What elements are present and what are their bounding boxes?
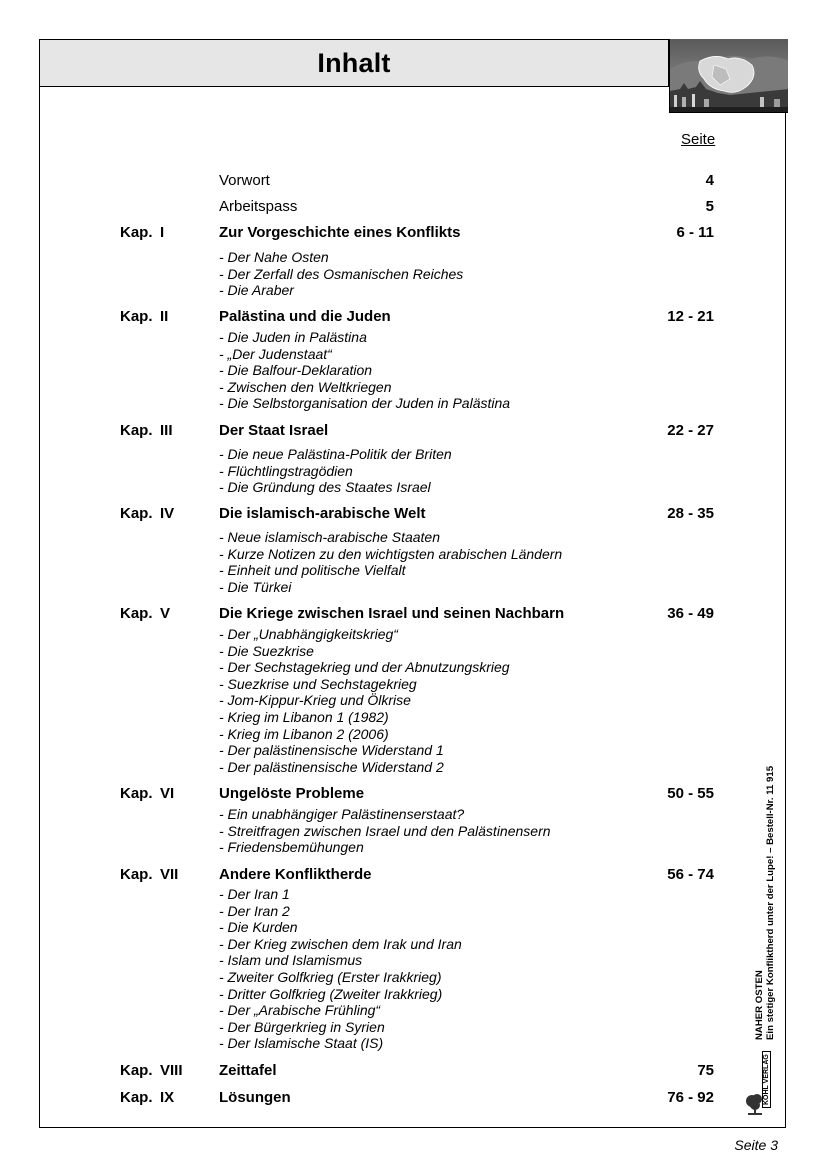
subtopic: - Krieg im Libanon 1 (1982)	[219, 708, 389, 725]
toc-chapter-row	[0, 785, 827, 805]
chapter-number: IV	[160, 505, 175, 522]
entry-title: Arbeitspass	[219, 198, 298, 215]
page-number-footer: Seite 3	[734, 1137, 778, 1153]
chapter-pages: 56 - 74	[667, 866, 714, 883]
toc-chapter-row	[0, 422, 827, 442]
subtopic: - Kurze Notizen zu den wichtigsten arabischen Ländern	[219, 545, 563, 562]
chapter-subtopics	[219, 529, 562, 595]
chapter-subtopics	[219, 886, 462, 1052]
chapter-prefix: Kap.	[120, 605, 153, 622]
subtopic: - Der Iran 2	[219, 902, 290, 919]
chapter-prefix: Kap.	[120, 224, 153, 241]
subtopic: - Der „Arabische Frühling“	[219, 1002, 381, 1019]
subtopic: - Islam und Islamismus	[219, 952, 363, 969]
subtopic: - Die Suezkrise	[219, 642, 314, 659]
toc-chapter-row	[0, 308, 827, 328]
toc-chapter-row	[0, 1089, 827, 1109]
entry-pages: 5	[705, 198, 714, 215]
subtopic: - Flüchtlingstragödien	[219, 462, 353, 479]
side-subtitle-order-number: Ein stetiger Konfliktherd unter der Lupe! – Bestell-Nr. 11 915	[765, 765, 776, 1040]
subtopic: - Die Araber	[219, 282, 294, 299]
chapter-number: V	[160, 605, 171, 622]
entry-title: Vorwort	[219, 172, 270, 189]
subtopic: - Der Iran 1	[219, 886, 290, 902]
subtopic: - Krieg im Libanon 2 (2006)	[219, 725, 389, 742]
chapter-subtopics	[219, 446, 452, 496]
chapter-number: VI	[160, 785, 175, 802]
page-title: Inhalt	[317, 47, 391, 78]
chapter-subtopics	[219, 329, 510, 412]
map-thumbnail-image	[670, 39, 788, 113]
chapter-subtopics	[219, 626, 510, 775]
subtopic: - Jom-Kippur-Krieg und Ölkrise	[219, 692, 411, 709]
chapter-title: Palästina und die Juden	[219, 308, 391, 325]
chapter-number: IX	[160, 1089, 175, 1106]
subtopic: - Zwischen den Weltkriegen	[219, 378, 392, 395]
chapter-prefix: Kap.	[120, 1089, 153, 1106]
chapter-title: Andere Konfliktherde	[219, 866, 372, 883]
chapter-title: Lösungen	[219, 1089, 291, 1106]
chapter-title: Ungelöste Probleme	[219, 785, 365, 802]
chapter-title: Die Kriege zwischen Israel und seinen Nachbarn	[219, 605, 565, 622]
toc-chapter-row	[0, 1062, 827, 1082]
publisher-logo-text: KOHL VERLAG	[762, 1051, 771, 1108]
subtopic: - Einheit und politische Vielfalt	[219, 562, 406, 579]
chapter-prefix: Kap.	[120, 308, 153, 325]
subtopic: - Zweiter Golfkrieg (Erster Irakkrieg)	[219, 968, 442, 985]
chapter-title: Zeittafel	[219, 1062, 277, 1079]
chapter-pages: 50 - 55	[667, 785, 714, 802]
toc-chapter-row	[0, 605, 827, 625]
subtopic: - Friedensbemühungen	[219, 839, 364, 856]
chapter-title: Der Staat Israel	[219, 422, 329, 439]
subtopic: - Der Zerfall des Osmanischen Reiches	[219, 265, 464, 282]
chapter-pages: 36 - 49	[667, 605, 714, 622]
chapter-prefix: Kap.	[120, 866, 153, 883]
subtopic: - Der palästinensische Widerstand 1	[219, 742, 444, 759]
subtopic: - Der palästinensische Widerstand 2	[219, 758, 444, 775]
chapter-pages: 76 - 92	[667, 1089, 714, 1106]
chapter-prefix: Kap.	[120, 1062, 153, 1079]
chapter-prefix: Kap.	[120, 785, 153, 802]
side-book-info	[754, 766, 776, 1040]
publisher-tree-icon	[744, 1092, 766, 1116]
chapter-number: II	[160, 308, 169, 325]
chapter-pages: 75	[697, 1062, 714, 1079]
chapter-pages: 28 - 35	[667, 505, 714, 522]
subtopic: - Die Selbstorganisation der Juden in Palästina	[219, 395, 511, 412]
subtopic: - Die Balfour-Deklaration	[219, 362, 373, 379]
subtopic: - Der Islamische Staat (IS)	[219, 1035, 384, 1052]
subtopic: - Die Türkei	[219, 578, 292, 595]
subtopic: - Die Gründung des Staates Israel	[219, 479, 431, 496]
header-bar	[40, 40, 669, 87]
chapter-number: VII	[160, 866, 179, 883]
chapter-prefix: Kap.	[120, 505, 153, 522]
subtopic: - Dritter Golfkrieg (Zweiter Irakkrieg)	[219, 985, 443, 1002]
toc-entry-front	[0, 172, 827, 192]
chapter-title: Zur Vorgeschichte eines Konflikts	[219, 224, 461, 241]
chapter-pages: 12 - 21	[667, 308, 714, 325]
subtopic: - Die Juden in Palästina	[219, 329, 367, 345]
toc-entry-front	[0, 198, 827, 218]
subtopic: - Der Nahe Osten	[219, 249, 329, 265]
subtopic: - Der Sechstagekrieg und der Abnutzungskrieg	[219, 659, 510, 676]
subtopic: - Die Kurden	[219, 919, 298, 936]
subtopic: - Der „Unabhängigkeitskrieg“	[219, 626, 398, 642]
subtopic: - Die neue Palästina-Politik der Briten	[219, 446, 452, 462]
toc-chapter-row	[0, 224, 827, 244]
chapter-subtopics	[219, 249, 463, 299]
chapter-pages: 22 - 27	[667, 422, 714, 439]
chapter-number: III	[160, 422, 173, 439]
cover-thumbnail	[669, 39, 788, 113]
page-column-label: Seite	[681, 131, 716, 148]
chapter-number: I	[160, 224, 165, 241]
chapter-subtopics	[219, 806, 551, 856]
toc-chapter-row	[0, 866, 827, 886]
subtopic: - Der Bürgerkrieg in Syrien	[219, 1018, 385, 1035]
subtopic: - Streitfragen zwischen Israel und den Palästinensern	[219, 822, 551, 839]
chapter-prefix: Kap.	[120, 422, 153, 439]
chapter-pages: 6 - 11	[676, 224, 714, 241]
chapter-number: VIII	[160, 1062, 183, 1079]
toc-chapter-row	[0, 505, 827, 525]
entry-pages: 4	[705, 172, 714, 189]
subtopic: - Neue islamisch-arabische Staaten	[219, 529, 440, 545]
side-series-title: NAHER OSTEN	[754, 970, 765, 1040]
subtopic: - Ein unabhängiger Palästinenserstaat?	[219, 806, 465, 822]
subtopic: - Suezkrise und Sechstagekrieg	[219, 675, 417, 692]
chapter-title: Die islamisch-arabische Welt	[219, 505, 426, 522]
subtopic: - „Der Judenstaat“	[219, 345, 332, 362]
subtopic: - Der Krieg zwischen dem Irak und Iran	[219, 935, 462, 952]
